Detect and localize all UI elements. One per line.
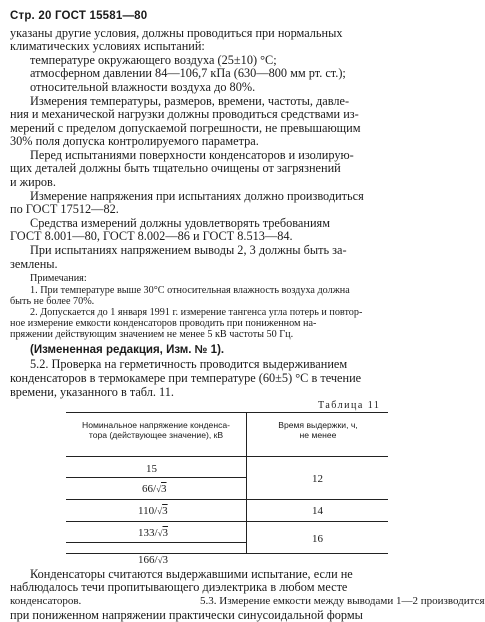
note-line: 2. Допускается до 1 января 1991 г. измерение тангенса угла потерь и повтор- bbox=[30, 307, 363, 318]
text-line: по ГОСТ 17512—82. bbox=[10, 202, 119, 216]
text-line: При испытаниях напряжением выводы 2, 3 должны быть за- bbox=[30, 243, 347, 257]
table-cell-voltage: 15 bbox=[146, 463, 157, 475]
after-table-line: при пониженном напряжении практически синусоидальной формы bbox=[10, 608, 363, 622]
text-line: мерений с пределом допускаемой погрешности, не превышающим bbox=[10, 121, 361, 135]
table-header-voltage: Номинальное напряжение конденса- тора (действующее значение), кВ bbox=[81, 420, 231, 440]
table-cell-time: 14 bbox=[312, 505, 323, 517]
table-cell-voltage: 110/√3 bbox=[138, 505, 168, 517]
note-line: пряжении действующим значением не менее 5 кВ частоты 50 Гц. bbox=[10, 329, 294, 340]
note-line: ное измерение емкости конденсаторов проводить при пониженном на- bbox=[10, 318, 317, 329]
after-table-line: Конденсаторы считаются выдержавшими испытание, если не bbox=[30, 567, 353, 581]
section-5-2-line: 5.2. Проверка на герметичность проводится выдерживанием bbox=[30, 357, 348, 371]
text-line: Измерения температуры, размеров, времени, частоты, давле- bbox=[30, 94, 350, 108]
section-5-2-line: конденсаторов в термокамере при температуре (60±5) °С в течение bbox=[10, 371, 362, 385]
text-line: 30% поля допуска контролируемого параметра. bbox=[10, 134, 259, 148]
table-cell-voltage: 166/√3 bbox=[138, 554, 169, 566]
page-header: Стр. 20 ГОСТ 15581—80 bbox=[10, 10, 148, 22]
after-table-line: 5.3. Измерение емкости между выводами 1—2 производится bbox=[200, 595, 485, 607]
text-line: ния и механической нагрузки должны проводиться средствами из- bbox=[10, 107, 359, 121]
text-line: атмосферном давлении 84—106,7 кПа (630—800 мм рт. ст.); bbox=[30, 66, 346, 80]
note-line: 1. При температуре выше 30°С относительная влажность воздуха должна bbox=[30, 285, 350, 296]
revision-note: (Измененная редакция, Изм. № 1). bbox=[30, 344, 225, 356]
text-line: Средства измерений должны удовлетворять требованиям bbox=[30, 216, 330, 230]
section-5-2-line: времени, указанного в табл. 11. bbox=[10, 385, 174, 399]
table-cell-time: 12 bbox=[312, 473, 323, 485]
table-caption: Таблица 11 bbox=[318, 400, 381, 411]
text-line: указаны другие условия, должны проводиться при нормальных bbox=[10, 26, 343, 40]
text-line: ГОСТ 8.001—80, ГОСТ 8.002—86 и ГОСТ 8.513—84. bbox=[10, 229, 293, 243]
note-line: быть не более 70%. bbox=[10, 296, 95, 307]
text-line: землены. bbox=[10, 257, 58, 271]
text-line: щих деталей должны быть тщательно очищены от загрязнений bbox=[10, 161, 341, 175]
notes-heading: Примечания: bbox=[30, 273, 87, 284]
table-cell-time: 16 bbox=[312, 533, 323, 545]
table-cell-voltage: 66/√3 bbox=[142, 483, 167, 495]
after-table-line: наблюдалось течи пропитывающего диэлектрика в любом месте bbox=[10, 580, 348, 594]
after-table-line: конденсаторов. bbox=[10, 595, 82, 607]
text-line: Измерение напряжения при испытаниях должно производиться bbox=[30, 189, 364, 203]
text-line: температуре окружающего воздуха (25±10) °С; bbox=[30, 53, 277, 67]
text-line: климатических условиях испытаний: bbox=[10, 39, 205, 53]
table-11 bbox=[66, 412, 388, 554]
table-cell-voltage: 133/√3 bbox=[138, 527, 169, 539]
text-line: Перед испытаниями поверхности конденсаторов и изолирую- bbox=[30, 148, 354, 162]
text-line: и жиров. bbox=[10, 175, 56, 189]
table-header-time: Время выдержки, ч, не менее bbox=[278, 420, 358, 440]
text-line: относительной влажности воздуха до 80%. bbox=[30, 80, 256, 94]
